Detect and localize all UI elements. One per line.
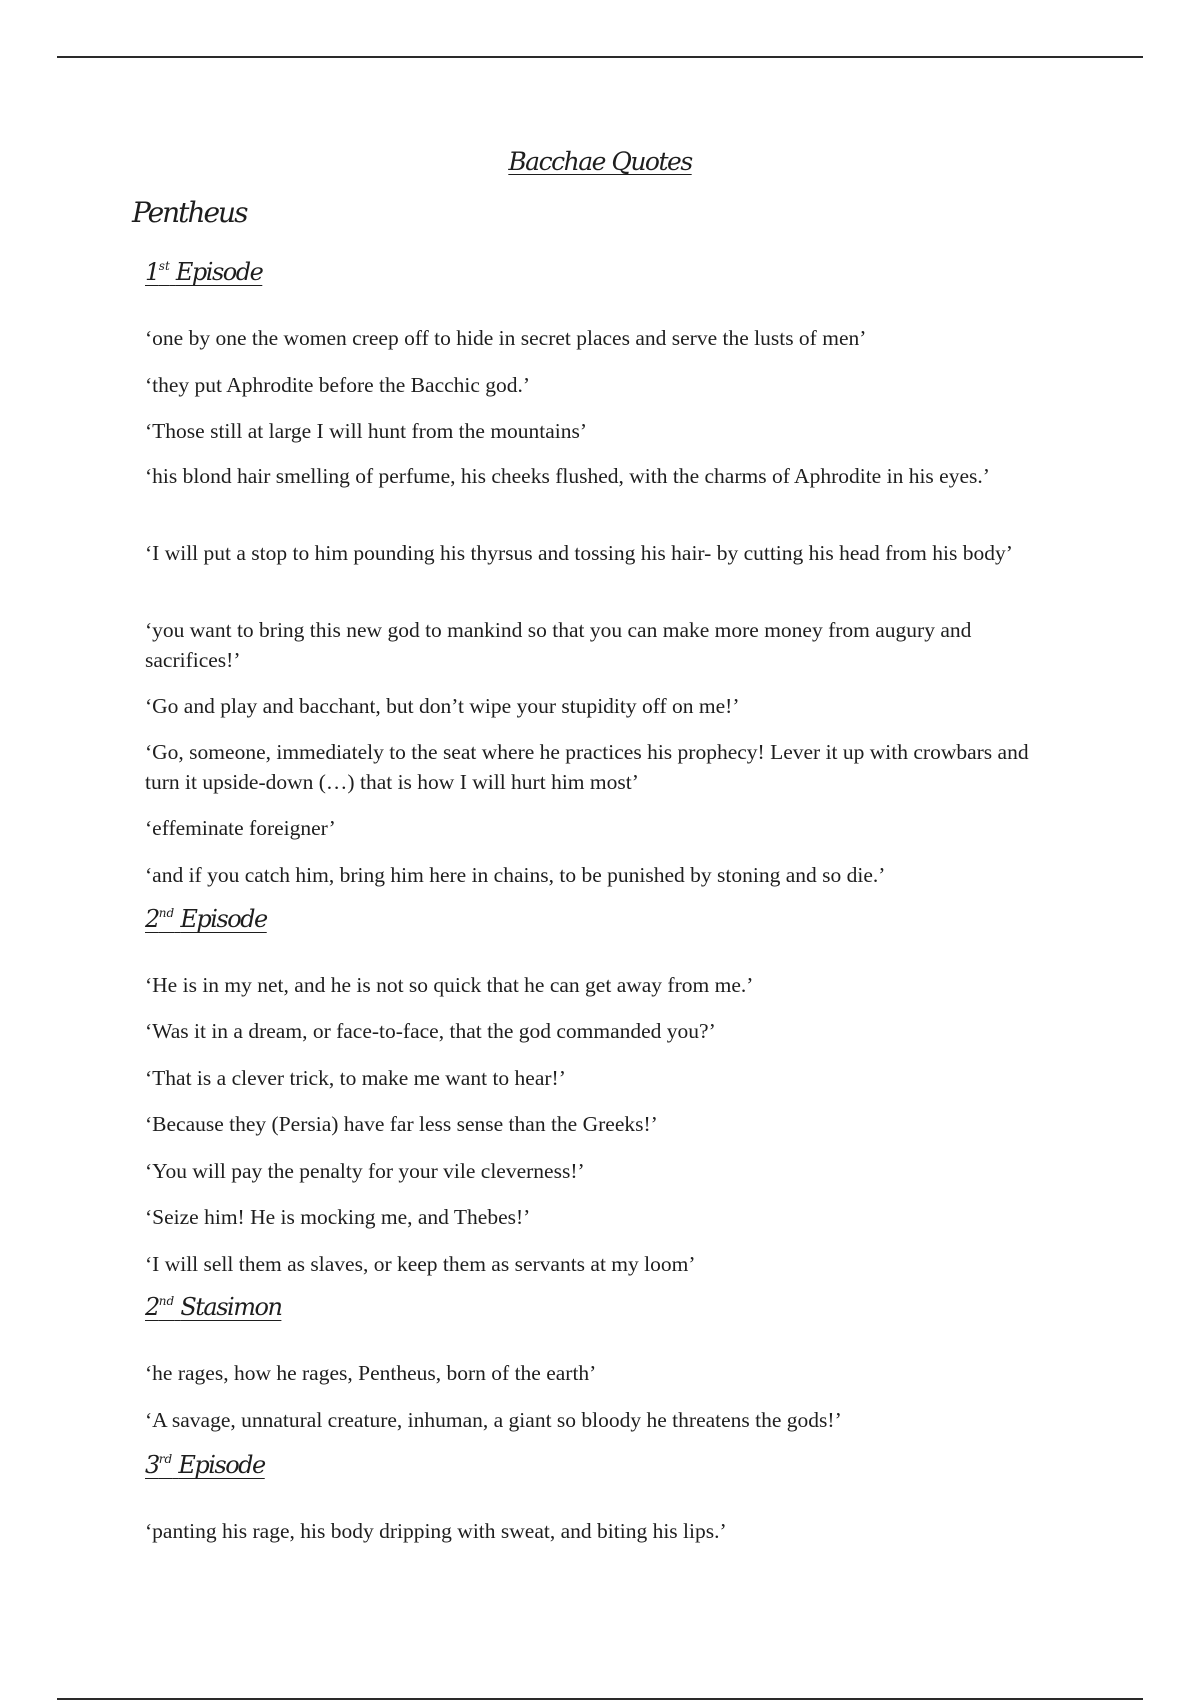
section-label: Episode: [178, 1451, 265, 1479]
section-number: 1: [145, 258, 159, 286]
section-heading-3rd-episode: [145, 1451, 265, 1479]
section-label: Stasimon: [180, 1293, 282, 1321]
character-heading: Pentheus: [132, 196, 247, 229]
quote: ‘panting his rage, his body dripping with sweat, and biting his lips.’: [145, 1519, 727, 1543]
ordinal-suffix: nd: [158, 1294, 175, 1308]
document-title: Bacchae Quotes: [508, 147, 692, 176]
section-number: 2: [145, 1293, 159, 1321]
section-label: Episode: [180, 905, 267, 933]
quote: ‘he rages, how he rages, Pentheus, born of the earth’: [145, 1361, 597, 1385]
quote: ‘Seize him! He is mocking me, and Thebes!’: [145, 1205, 531, 1229]
section-heading-2nd-stasimon: [145, 1293, 281, 1321]
quote: ‘You will pay the penalty for your vile cleverness!’: [145, 1159, 585, 1183]
quote: ‘Because they (Persia) have far less sense than the Greeks!’: [145, 1112, 658, 1136]
quote: ‘I will put a stop to him pounding his thyrsus and tossing his hair- by cutting his head from his body’: [145, 541, 1013, 565]
quote: ‘That is a clever trick, to make me want to hear!’: [145, 1066, 566, 1090]
section-label: Episode: [175, 258, 263, 286]
quote: ‘Go, someone, immediately to the seat where he practices his prophecy! Lever it up with crowbars and turn it upside-down (…) that is how I will hurt him most’: [145, 740, 1029, 794]
quote: ‘I will sell them as slaves, or keep them as servants at my loom’: [145, 1252, 696, 1276]
quote: ‘Go and play and bacchant, but don’t wipe your stupidity off on me!’: [145, 694, 740, 718]
ordinal-suffix: st: [158, 259, 170, 273]
quote: ‘He is in my net, and he is not so quick that he can get away from me.’: [145, 973, 754, 997]
section-heading-2nd-episode: [145, 905, 267, 933]
ordinal-suffix: rd: [158, 1452, 173, 1466]
ordinal-suffix: nd: [158, 906, 175, 920]
section-number: 2: [145, 905, 159, 933]
quote: ‘Was it in a dream, or face-to-face, that the god commanded you?’: [145, 1019, 716, 1043]
quote: ‘you want to bring this new god to mankind so that you can make more money from augury and sacrifices!’: [145, 618, 972, 672]
section-heading-1st-episode: [145, 258, 262, 286]
quote: ‘his blond hair smelling of perfume, his cheeks flushed, with the charms of Aphrodite in his eyes.’: [145, 464, 990, 488]
section-number: 3: [145, 1451, 159, 1479]
header-rule: [57, 56, 1143, 58]
quote: ‘one by one the women creep off to hide in secret places and serve the lusts of men’: [145, 326, 867, 350]
quote: ‘effeminate foreigner’: [145, 816, 336, 840]
quote: ‘they put Aphrodite before the Bacchic god.’: [145, 373, 531, 397]
quote: ‘A savage, unnatural creature, inhuman, a giant so bloody he threatens the gods!’: [145, 1408, 842, 1432]
quote: ‘Those still at large I will hunt from the mountains’: [145, 419, 588, 443]
quote: ‘and if you catch him, bring him here in chains, to be punished by stoning and so die.’: [145, 863, 886, 887]
